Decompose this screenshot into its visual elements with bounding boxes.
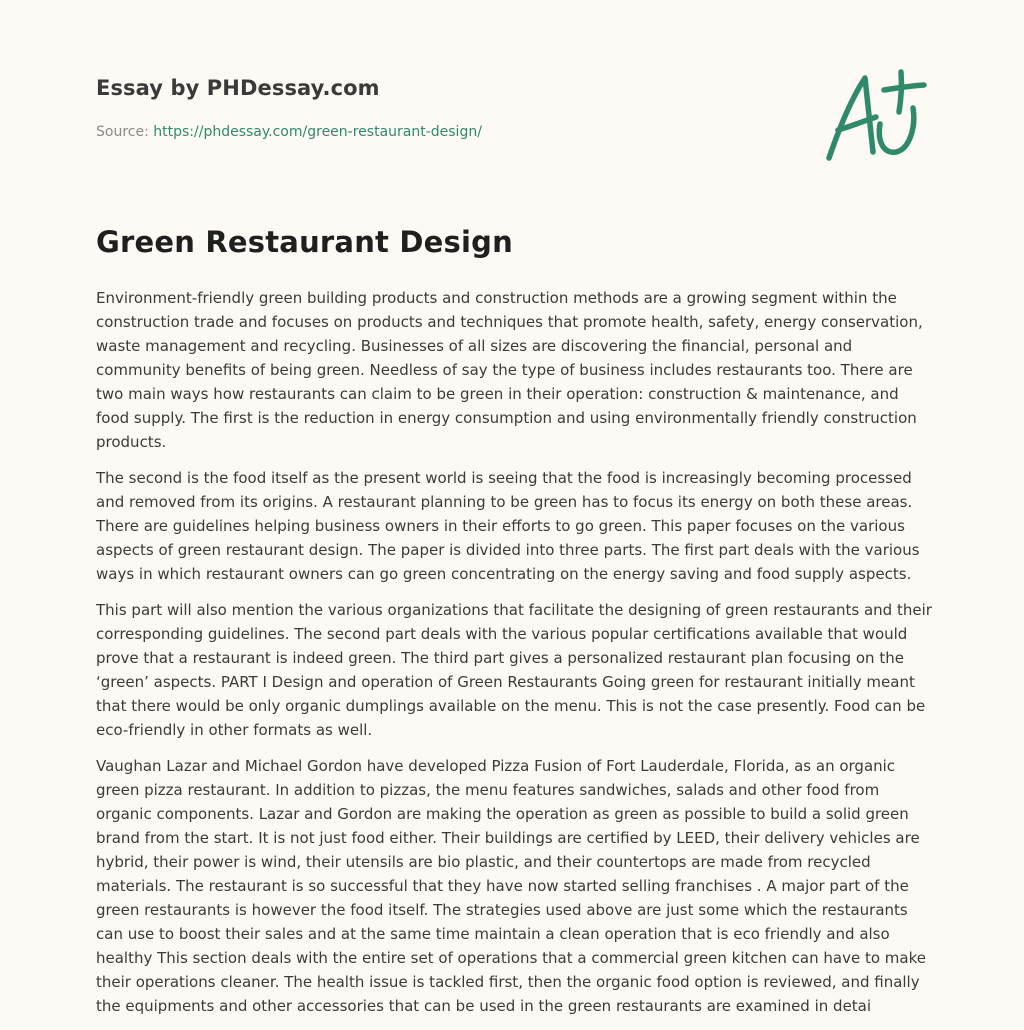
essay-body <box>96 286 936 1030</box>
essay-paragraph: This part will also mention the various organizations that facilitate the designing of green restaurants and their corresponding guidelines. The second part deals with the various popular certifications available that would prove that a restaurant is indeed green. The third part gives a personalized restaurant plan focusing on the ‘green’ aspects. PART I Design and operation of Green Restaurants Going green for restaurant initially meant that there would be only organic dumplings available on the menu. This is not the case presently. Food can be eco-friendly in other formats as well. <box>96 601 932 739</box>
essay-paragraph: Environment-friendly green building products and construction methods are a growing segment within the construction trade and focuses on products and techniques that promote health, safety, energy conservation, waste management and recycling. Businesses of all sizes are discovering the financial, personal and community benefits of being green. Needless of say the type of business includes restaurants too. There are two main ways how restaurants can claim to be green in their operation: construction & maintenance, and food supply. The first is the reduction in energy consumption and using environmentally friendly construction products. <box>96 289 923 451</box>
a-plus-logo-icon <box>820 66 930 166</box>
site-brand: Essay by PHDessay.com <box>96 76 380 100</box>
source-label: Source: <box>96 124 154 140</box>
essay-paragraph: Vaughan Lazar and Michael Gordon have developed Pizza Fusion of Fort Lauderdale, Florida, as an organic green pizza restaurant. In addition to pizzas, the menu features sandwiches, salads and other food from organic components. Lazar and Gordon are making the operation as green as possible to build a solid green brand from the start. It is not just food either. Their buildings are certified by LEED, their delivery vehicles are hybrid, their power is wind, their utensils are bio plastic, and their countertops are made from recycled materials. The restaurant is so successful that they have now started selling franchises . A major part of the green restaurants is however the food itself. The strategies used above are just some which the restaurants can use to boost their sales and at the same time maintain a clean operation that is eco friendly and also healthy This section deals with the entire set of operations that a commercial green kitchen can have to make their operations cleaner. The health issue is tackled first, then the organic food option is reviewed, and finally the equipments and other accessories that can be used in the green restaurants are examined in detai <box>96 757 926 1015</box>
source-link[interactable]: https://phdessay.com/green-restaurant-design/ <box>153 124 482 140</box>
essay-paragraph: The second is the food itself as the present world is seeing that the food is increasingly becoming processed and removed from its origins. A restaurant planning to be green has to focus its energy on both these areas. There are guidelines helping business owners in their efforts to go green. This paper focuses on the various aspects of green restaurant design. The paper is divided into three parts. The first part deals with the various ways in which restaurant owners can go green concentrating on the energy saving and food supply aspects. <box>96 469 920 583</box>
essay-title: Green Restaurant Design <box>96 225 513 259</box>
source-line <box>96 124 482 140</box>
